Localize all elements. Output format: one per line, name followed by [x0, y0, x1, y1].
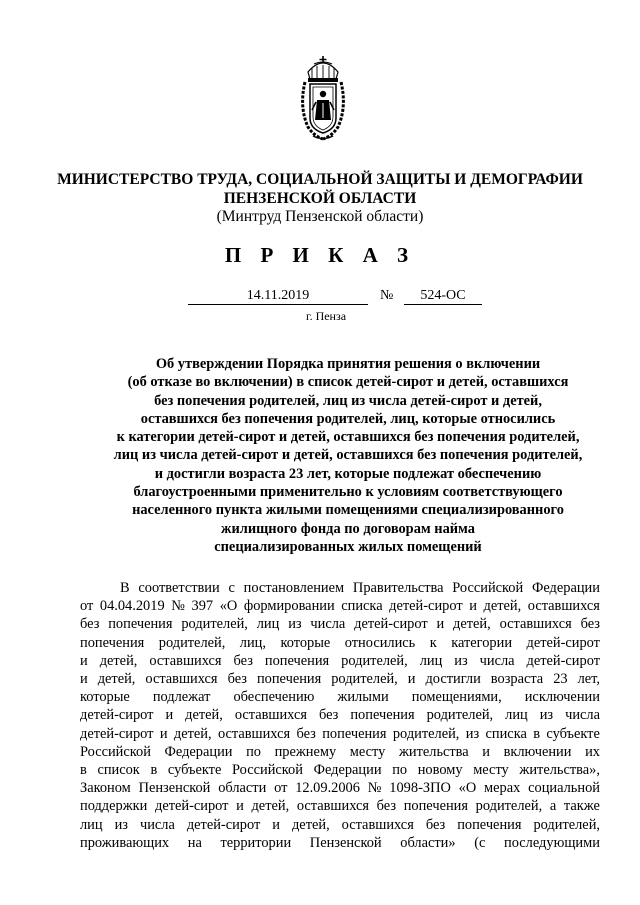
coat-of-arms-icon — [296, 52, 350, 142]
order-body — [80, 579, 600, 852]
order-subject — [88, 355, 608, 556]
body-line: без попечения родителей, лиц из числа детей-сирот и детей, оставшихся без — [80, 616, 600, 633]
subject-line: и достигли возраста 23 лет, которые подлежат обеспечению — [154, 465, 542, 482]
subject-line: (об отказе во включении) в список детей-сирот и детей, оставшихся — [127, 374, 569, 391]
body-line: детей-сирот и детей, оставшихся без попечения родителей, из списка в субъекте — [80, 725, 600, 742]
body-line: в список в субъекте Российской Федерации по новому месту жительства», — [80, 762, 600, 779]
body-line: проживающих на территории Пензенской области» (с последующими — [80, 834, 600, 851]
subject-line: оставшихся без попечения родителей, лиц, которые относились — [140, 410, 556, 427]
subject-line: без попечения родителей, лиц из числа детей-сирот и детей, — [154, 392, 542, 409]
body-line: лиц из числа детей-сирот и детей, оставшихся без попечения родителей, — [80, 816, 600, 833]
order-date: 14.11.2019 — [188, 288, 368, 305]
ministry-name — [40, 170, 600, 208]
body-line: и детей, оставшихся без попечения родителей, и достигли возраста 23 лет, — [80, 671, 600, 688]
body-line: от 04.04.2019 № 397 «О формировании списка детей-сирот и детей, оставшихся — [80, 598, 600, 615]
subject-line: лиц из числа детей-сирот и детей, оставшихся без попечения родителей, — [113, 447, 583, 464]
subject-line: жилищного фонда по договорам найма — [221, 520, 475, 537]
subject-line: населенного пункта жилыми помещениями специализированного — [132, 502, 564, 519]
body-line: и детей, оставшихся без попечения родителей, лиц из числа детей-сирот — [80, 652, 600, 669]
subject-line: специализированных жилых помещений — [214, 538, 482, 555]
subject-line: Об утверждении Порядка принятия решения о включении — [155, 356, 541, 372]
ministry-name-line: МИНИСТЕРСТВО ТРУДА, СОЦИАЛЬНОЙ ЗАЩИТЫ И ДЕМОГРАФИИ — [57, 171, 583, 188]
body-line: попечения родителей, лиц, которые относились к категории детей-сирот — [80, 634, 600, 651]
order-city: г. Пенза — [306, 309, 347, 323]
ministry-short-name: (Минтруд Пензенской области) — [216, 208, 424, 225]
document-title: П Р И К А З — [224, 243, 416, 267]
body-line: которые подлежат обеспечению жилыми помещениями, исключении — [80, 689, 600, 706]
body-line: В соответствии с постановлением Правительства Российской Федерации — [120, 580, 600, 596]
body-line: Российской Федерации по прежнему месту жительства и включении их — [80, 743, 600, 760]
body-line: детей-сирот и детей, оставшихся без попечения родителей, лиц из числа — [80, 707, 600, 724]
ministry-name-line: ПЕНЗЕНСКОЙ ОБЛАСТИ — [223, 190, 417, 207]
number-sign: № — [380, 288, 394, 303]
order-number: 524-ОС — [404, 288, 482, 305]
subject-line: благоустроенными применительно к условиям соответствующего — [133, 484, 563, 501]
subject-line: к категории детей-сирот и детей, оставшихся без попечения родителей, — [116, 429, 580, 446]
body-line: поддержки детей-сирот и детей, оставшихся без попечения родителей, а также — [80, 798, 600, 815]
body-line: Законом Пензенской области от 12.09.2006 № 1098-ЗПО «О мерах социальной — [80, 780, 600, 797]
